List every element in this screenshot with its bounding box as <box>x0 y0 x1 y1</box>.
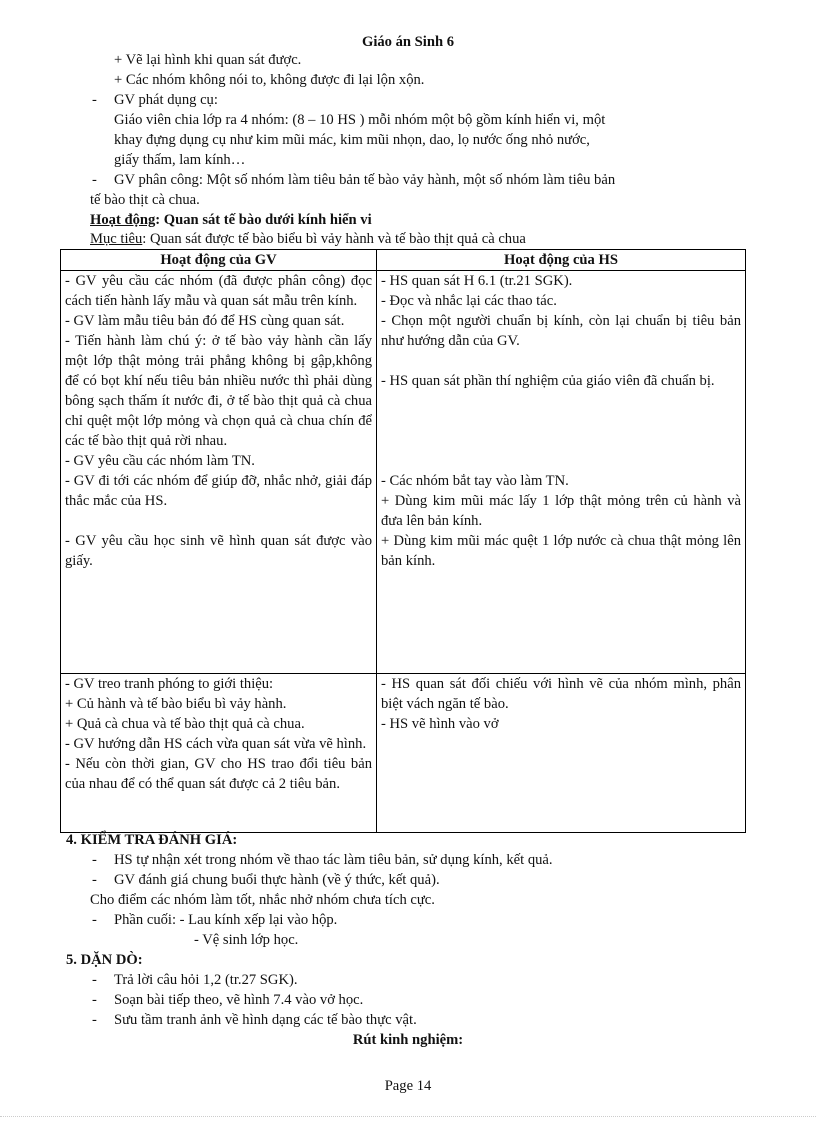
list-item: - Tiến hành làm chú ý: ở tế bào vảy hành cần lấy một lớp thật mỏng trải phẳng không bị gập,không để có bọt khí nếu tiêu bản nhiều nước thì phải dùng bông sạch thấm ít nước đi, ở tế bào thịt quả cà chua chỉ quệt một lớp mỏng và chọn quả cà chua chín để các tế bào thịt quả rời nhau. <box>65 333 372 449</box>
gv-cell <box>61 271 377 674</box>
hs-cell <box>377 271 746 674</box>
tools-line-1: Giáo viên chia lớp ra 4 nhóm: (8 – 10 HS ) mỗi nhóm một bộ gồm kính hiển vi, một <box>114 112 606 128</box>
list-item: - Chọn một người chuẩn bị kính, còn lại chuẩn bị tiêu bản như hướng dẫn của GV. <box>381 313 741 349</box>
assign-line-2: tế bào thịt cà chua. <box>90 192 200 208</box>
list-item: - GV hướng dẫn HS cách vừa quan sát vừa vẽ hình. <box>65 736 367 752</box>
rule-draw: + Vẽ lại hình khi quan sát được. <box>114 52 302 68</box>
page-number: Page 14 <box>384 1078 432 1094</box>
section5-item: Soạn bài tiếp theo, vẽ hình 7.4 vào vở học. <box>114 992 364 1008</box>
section5-item: Trả lời câu hỏi 1,2 (tr.27 SGK). <box>114 972 298 988</box>
table-row <box>61 674 746 833</box>
list-item: - GV yêu cầu các nhóm (đã được phân công) đọc cách tiến hành lấy mẫu và quan sát mẫu trên kính. <box>65 273 372 309</box>
section4-title: 4. KIỂM TRA ĐÁNH GIÁ: <box>66 832 238 848</box>
activity-label: Hoạt động <box>90 212 156 228</box>
spacer <box>65 511 372 531</box>
bullet-dash: - <box>92 92 97 108</box>
bullet-dash: - <box>92 1012 97 1028</box>
section4-item: - Vệ sinh lớp học. <box>194 932 299 948</box>
bullet-dash: - <box>92 912 97 928</box>
assign-line-1: GV phân công: Một số nhóm làm tiêu bản tế bào vảy hành, một số nhóm làm tiêu bản <box>114 172 616 188</box>
section4-item: Phần cuối: - Lau kính xếp lại vào hộp. <box>114 912 338 928</box>
list-item: - GV đi tới các nhóm để giúp đỡ, nhắc nhở, giải đáp thắc mắc của HS. <box>65 473 372 509</box>
spacer <box>381 391 741 411</box>
bullet-dash: - <box>92 172 97 188</box>
tools-block <box>114 90 730 170</box>
page-header: Giáo án Sinh 6 <box>361 34 455 50</box>
list-item: - HS quan sát đối chiếu với hình vẽ của nhóm mình, phân biệt vách ngăn tế bào. <box>381 676 741 712</box>
col-header-hs: Hoạt động của HS <box>377 250 746 271</box>
section4-item: GV đánh giá chung buổi thực hành (về ý thức, kết quả). <box>114 872 440 888</box>
activity-title: : Quan sát tế bào dưới kính hiển vi <box>155 212 372 228</box>
list-item: - HS quan sát H 6.1 (tr.21 SGK). <box>381 273 573 289</box>
bullet-dash: - <box>92 852 97 868</box>
gv-cell <box>61 674 377 833</box>
list-item: - GV treo tranh phóng to giới thiệu: <box>65 676 274 692</box>
list-item: - Các nhóm bắt tay vào làm TN. <box>381 473 569 489</box>
bullet-dash: - <box>92 972 97 988</box>
list-item: - HS vẽ hình vào vở <box>381 716 499 732</box>
list-item: - Nếu còn thời gian, GV cho HS trao đổi tiêu bản của nhau để có thể quan sát được cả 2 tiêu bản. <box>65 756 372 792</box>
tools-line-3: giấy thấm, lam kính… <box>114 152 246 168</box>
rules-block <box>114 50 424 90</box>
page-divider <box>0 1116 816 1117</box>
activity-table <box>60 249 746 833</box>
bullet-dash: - <box>92 992 97 1008</box>
list-item: - GV yêu cầu các nhóm làm TN. <box>65 453 255 469</box>
activity-heading <box>90 210 372 230</box>
spacer <box>381 451 741 471</box>
list-item: - HS quan sát phần thí nghiệm của giáo viên đã chuẩn bị. <box>381 373 715 389</box>
list-item: + Củ hành và tế bào biểu bì vảy hành. <box>65 696 287 712</box>
spacer <box>381 431 741 451</box>
table-row <box>61 271 746 674</box>
goal-text: : Quan sát được tế bào biểu bì vảy hành và tế bào thịt quả cà chua <box>142 231 526 247</box>
list-item: + Quả cà chua và tế bào thịt quả cà chua. <box>65 716 305 732</box>
section5-item: Sưu tầm tranh ảnh về hình dạng các tế bào thực vật. <box>114 1012 417 1028</box>
list-item: - GV làm mẫu tiêu bản đó để HS cùng quan sát. <box>65 313 345 329</box>
list-item: + Dùng kim mũi mác quệt 1 lớp nước cà chua thật mỏng lên bản kính. <box>381 533 741 569</box>
col-header-gv: Hoạt động của GV <box>61 250 377 271</box>
tools-title: GV phát dụng cụ: <box>114 92 218 108</box>
goal-line <box>90 229 526 249</box>
section4-item: Cho điểm các nhóm làm tốt, nhắc nhở nhóm chưa tích cực. <box>90 892 435 908</box>
table-header-row <box>61 250 746 271</box>
closing-title: Rút kinh nghiệm: <box>352 1032 464 1048</box>
spacer <box>381 411 741 431</box>
goal-label: Mục tiêu <box>90 231 143 247</box>
bullet-dash: - <box>92 872 97 888</box>
section4-item: HS tự nhận xét trong nhóm về thao tác làm tiêu bản, sử dụng kính, kết quả. <box>114 852 553 868</box>
spacer <box>381 351 741 371</box>
list-item: - Đọc và nhắc lại các thao tác. <box>381 293 557 309</box>
rule-quiet: + Các nhóm không nói to, không được đi lại lộn xộn. <box>114 72 425 88</box>
list-item: + Dùng kim mũi mác lấy 1 lớp thật mỏng trên củ hành và đưa lên bản kính. <box>381 493 741 529</box>
section5-title: 5. DẶN DÒ: <box>66 952 143 968</box>
list-item: - GV yêu cầu học sinh vẽ hình quan sát được vào giấy. <box>65 533 372 569</box>
tools-line-2: khay đựng dụng cụ như kim mũi mác, kim mũi nhọn, dao, lọ nước ống nhỏ nước, <box>114 132 590 148</box>
hs-cell <box>377 674 746 833</box>
